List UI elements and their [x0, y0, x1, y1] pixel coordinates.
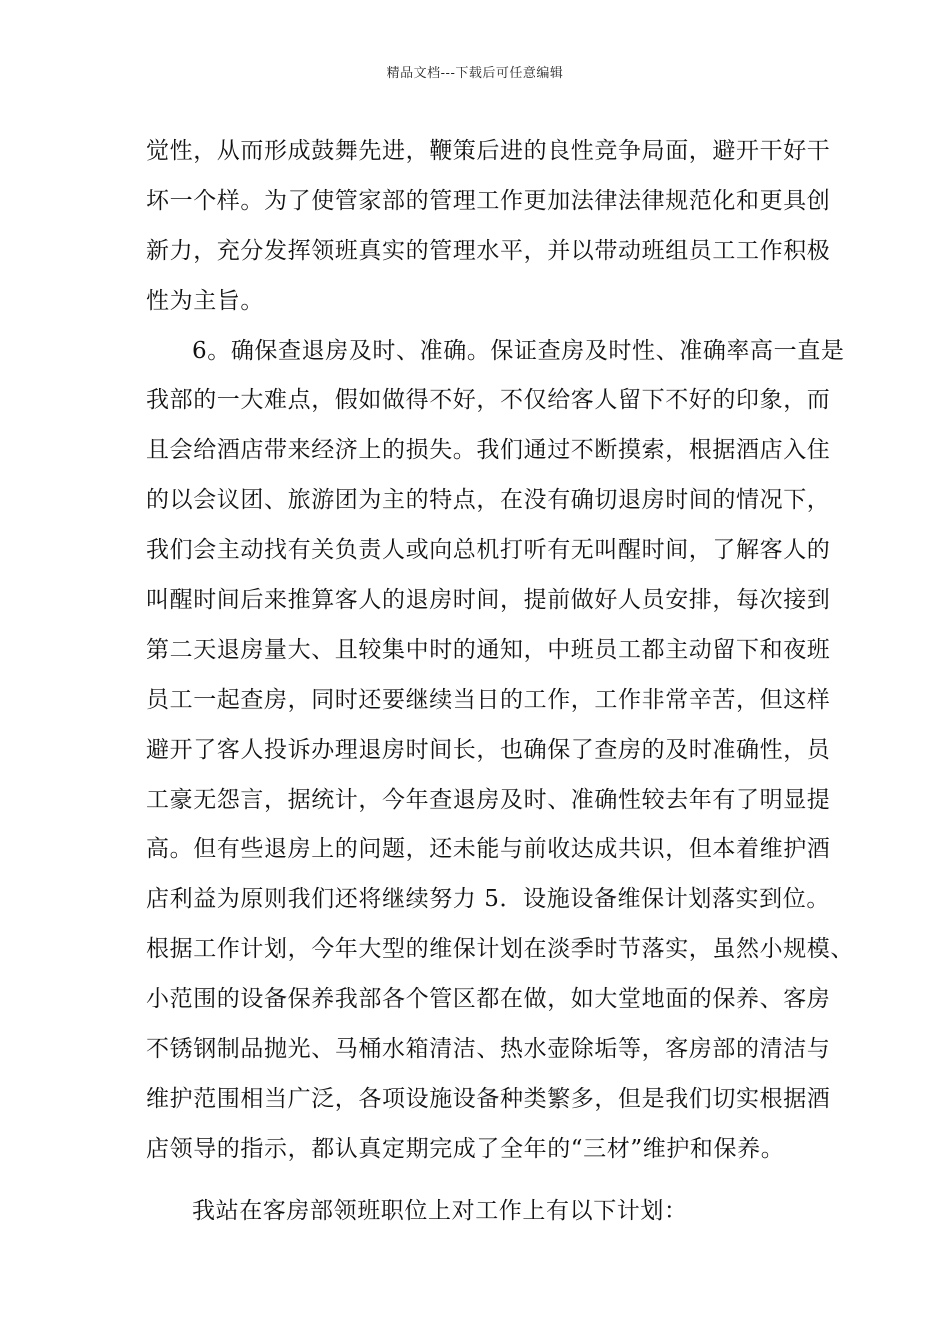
text-line: 店领导的指示，都认真定期完成了全年的“三材”维护和保养。: [146, 1135, 785, 1162]
text-line: 性为主旨。: [146, 287, 264, 314]
text-line: 避开了客人投诉办理退房时间长，也确保了查房的及时准确性，员: [146, 736, 831, 763]
text-line: 且会给酒店带来经济上的损失。我们通过不断摸索，根据酒店入住: [146, 437, 831, 464]
paragraph-gap: [146, 1175, 826, 1187]
text-line: 坏一个样。为了使管家部的管理工作更加法律法律规范化和更具创: [146, 187, 831, 214]
text-line: 的以会议团、旅游团为主的特点，在没有确切退房时间的情况下，: [146, 487, 831, 514]
text-line: 维护范围相当广泛，各项设施设备种类繁多，但是我们切实根据酒: [146, 1085, 831, 1112]
text-line: 店利益为原则我们还将继续努力 5．设施设备维保计划落实到位。: [146, 886, 830, 913]
paragraph-start-line: 我站在客房部领班职位上对工作上有以下计划：: [192, 1197, 688, 1224]
text-line: 我们会主动找有关负责人或向总机打听有无叫醒时间，了解客人的: [146, 537, 831, 564]
text-line: 员工一起查房，同时还要继续当日的工作，工作非常辛苦，但这样: [146, 686, 831, 713]
text-line: 根据工作计划，今年大型的维保计划在淡季时节落实，虽然小规模、: [146, 936, 854, 963]
text-line: 我部的一大难点，假如做得不好，不仅给客人留下不好的印象，而: [146, 387, 831, 414]
document-body: [146, 127, 854, 1237]
text-line: 叫醒时间后来推算客人的退房时间，提前做好人员安排，每次接到: [146, 587, 831, 614]
text-line: 新力，充分发挥领班真实的管理水平，并以带动班组员工工作积极: [146, 237, 831, 264]
text-line: 高。但有些退房上的问题，还未能与前收达成共识，但本着维护酒: [146, 836, 831, 863]
page-header: 精品文档---下载后可任意编辑: [386, 66, 564, 81]
text-line: 不锈钢制品抛光、马桶水箱清洁、热水壶除垢等，客房部的清洁与: [146, 1036, 831, 1063]
text-line: 工豪无怨言，据统计，今年查退房及时、准确性较去年有了明显提: [146, 786, 831, 813]
text-line: 小范围的设备保养我部各个管区都在做，如大堂地面的保养、客房: [146, 986, 831, 1013]
text-line: 第二天退房量大、且较集中时的通知，中班员工都主动留下和夜班: [146, 636, 831, 663]
text-line: 觉性，从而形成鼓舞先进，鞭策后进的良性竞争局面，避开干好干: [146, 138, 831, 164]
paragraph-start-line: 6。确保查退房及时、准确。保证查房及时性、准确率高一直是: [192, 337, 845, 364]
